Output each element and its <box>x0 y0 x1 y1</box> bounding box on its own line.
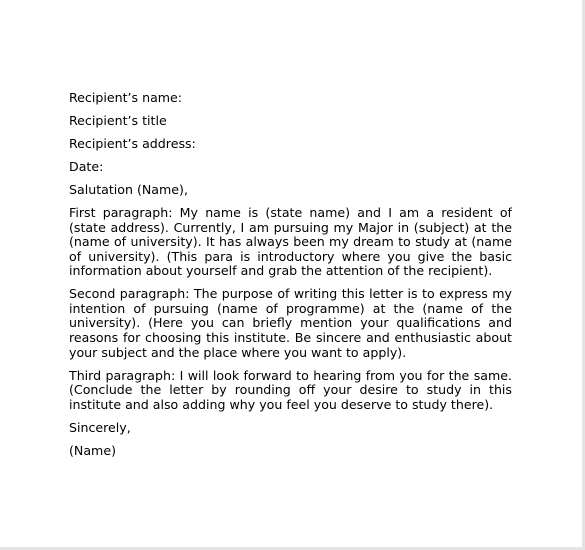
recipient-address-line: Recipient’s address: <box>69 135 196 151</box>
recipient-name-line: Recipient’s name: <box>69 90 183 105</box>
third-paragraph: Third paragraph: I will look forward to hearing from you for the same. (Conclude the letter by rounding off your desire to study in this institute and also adding why you feel you deserve to study there). <box>69 367 512 412</box>
letter-body <box>69 91 512 467</box>
date-line: Date: <box>69 158 104 174</box>
first-paragraph: First paragraph: My name is (state name) and I am a resident of (state address). Currently, I am pursuing my Major in (subject) at the (name of university). It has always been my dream to study at (name of university). (This para is introductory where you give the basic information about yourself and grab the attention of the recipient). <box>69 204 512 279</box>
recipient-title-line: Recipient’s title <box>69 112 167 128</box>
closing-line: Sincerely, <box>69 419 131 435</box>
second-paragraph: Second paragraph: The purpose of writing this letter is to express my intention of pursuing (name of programme) at the (name of the university). (Here you can briefly mention your qualifications and reasons for choosing this institute. Be sincere and enthusiastic about your subject and the place where you want to apply). <box>69 286 512 360</box>
signature-line: (Name) <box>69 442 116 458</box>
salutation-line: Salutation (Name), <box>69 181 188 197</box>
